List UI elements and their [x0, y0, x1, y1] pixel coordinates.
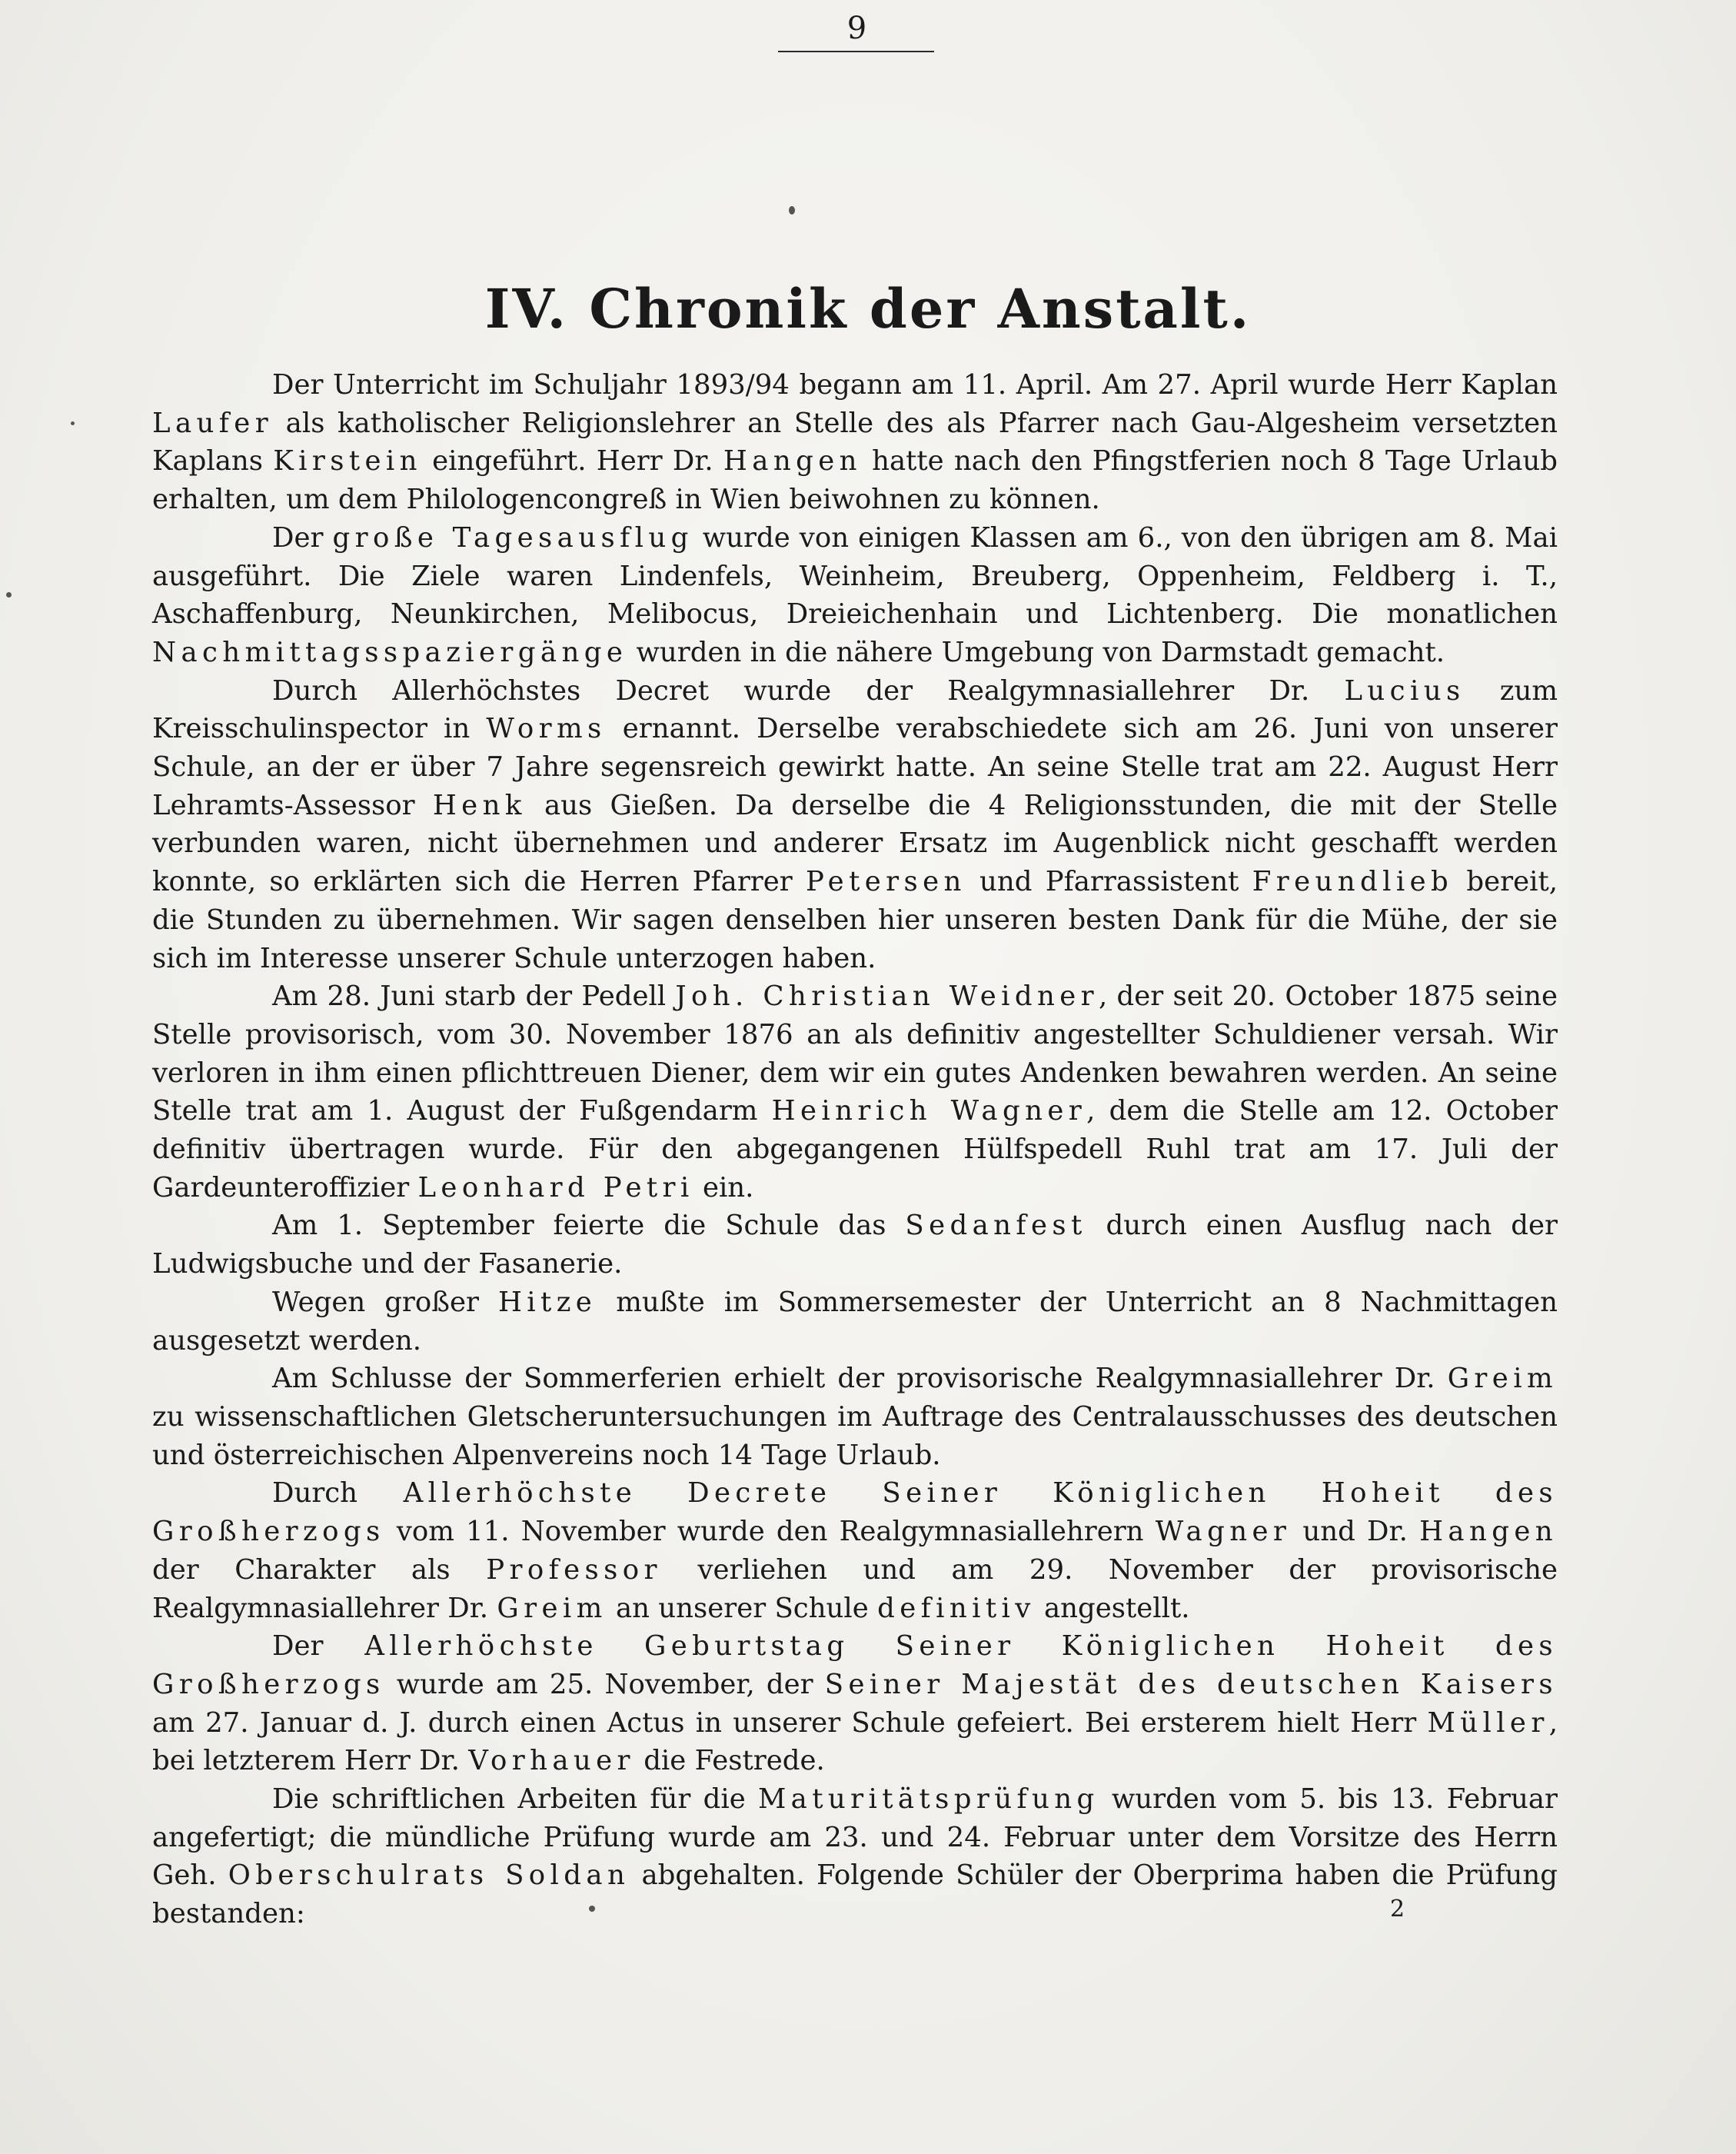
- text-run: und Dr.: [1291, 1516, 1420, 1548]
- spaced-emphasis: Seiner Majestät des deutschen Kaisers: [824, 1668, 1558, 1700]
- spaced-emphasis: Greim: [497, 1592, 607, 1624]
- spaced-emphasis: Laufer: [152, 407, 274, 439]
- text-run: , bei letzterem Herr Dr.: [152, 1706, 1558, 1777]
- spaced-emphasis: Vorhauer: [468, 1745, 635, 1777]
- text-run: als katholischer Religionslehrer an Stelle des als Pfarrer nach Gau-Algesheim versetzten Kaplans: [152, 407, 1558, 478]
- text-run: Der: [272, 521, 333, 554]
- scan-speck: [6, 592, 12, 598]
- text-run: bereit, die Stunden zu übernehmen. Wir sagen denselben hier unseren besten Dank für die Mühe, der sie sich im Interesse unserer Schule unterzogen haben.: [152, 866, 1558, 974]
- text-run: ein.: [693, 1171, 754, 1204]
- spaced-emphasis: Nachmittagsspaziergänge: [152, 636, 628, 668]
- spaced-emphasis: Petersen: [806, 866, 966, 898]
- chronicle-text: [152, 366, 1558, 1933]
- signature-mark: 2: [1390, 1896, 1405, 1923]
- spaced-emphasis: Allerhöchste Geburtstag Seiner Königlichen Hoheit des Großherzogs: [152, 1630, 1558, 1700]
- text-run: Am 1. September feierte die Schule das: [272, 1210, 906, 1242]
- text-run: zu wissenschaftlichen Gletscheruntersuchungen im Auftrage des Centralausschusses des deutschen und österreichischen Alpenvereins noch 14 Tage Urlaub.: [152, 1400, 1558, 1471]
- text-run: , dem die Stelle am 12. October definitiv übertragen wurde. Für den abgegangenen Hülfspedell Ruhl trat am 17. Juli der Gardeunteroffizier: [152, 1095, 1558, 1204]
- spaced-emphasis: Wagner: [1155, 1516, 1292, 1548]
- spaced-emphasis: Maturitätsprüfung: [757, 1783, 1099, 1816]
- text-run: Die schriftlichen Arbeiten für die: [272, 1783, 758, 1816]
- scan-speck: [789, 206, 795, 215]
- chronicle-paragraph: [152, 977, 1558, 1207]
- chronicle-paragraph: [152, 1207, 1558, 1283]
- spaced-emphasis: Müller: [1427, 1706, 1549, 1739]
- text-run: der Charakter als: [152, 1553, 487, 1586]
- spaced-emphasis: Lucius: [1344, 674, 1465, 707]
- spaced-emphasis: definitiv: [877, 1592, 1036, 1624]
- text-run: verliehen und am 29. November der provisorische Realgymnasiallehrer Dr.: [152, 1553, 1558, 1624]
- text-run: abgehalten. Folgende Schüler der Oberprima haben die Prüfung bestanden:: [152, 1859, 1558, 1930]
- text-run: Der Unterricht im Schuljahr 1893/94 begann am 11. April. Am 27. April wurde Herr Kaplan: [272, 369, 1558, 401]
- text-run: Der: [272, 1630, 365, 1663]
- chronicle-paragraph: [152, 672, 1558, 978]
- page-number: 9: [846, 11, 868, 46]
- text-run: wurden in die nähere Umgebung von Darmstadt gemacht.: [627, 636, 1445, 668]
- chronicle-paragraph: [152, 1780, 1558, 1933]
- text-run: Durch Allerhöchstes Decret wurde der Realgymnasiallehrer Dr.: [272, 674, 1345, 707]
- chronicle-paragraph: [152, 519, 1558, 672]
- spaced-emphasis: Joh. Christian Weidner: [675, 980, 1099, 1013]
- text-run: , der seit 20. October 1875 seine Stelle provisorisch, vom 30. November 1876 an als definitiv angestellter Schuldiener versah. Wir verloren in ihm einen pflichttreuen Diener, dem wir ein gutes Andenken bewahren werden. An seine Stelle trat am 1. August der Fußgendarm: [152, 980, 1558, 1127]
- text-run: Am Schlusse der Sommerferien erhielt der provisorische Realgymnasiallehrer Dr.: [272, 1363, 1448, 1395]
- spaced-emphasis: Leonhard Petri: [417, 1171, 694, 1204]
- spaced-emphasis: Worms: [486, 713, 607, 745]
- chronicle-paragraph: [152, 1360, 1558, 1474]
- spaced-emphasis: Hangen: [723, 445, 862, 478]
- text-run: Wegen großer: [272, 1286, 498, 1318]
- spaced-emphasis: große Tagesausflug: [332, 521, 693, 554]
- section-title: IV. Chronik der Anstalt.: [484, 277, 1252, 341]
- chronicle-paragraph: [152, 366, 1558, 519]
- text-run: wurde am 25. November, der: [384, 1668, 825, 1700]
- text-run: zum Kreisschulinspector in: [152, 674, 1558, 745]
- text-run: Am 28. Juni starb der Pedell: [272, 980, 676, 1013]
- spaced-emphasis: Sedanfest: [905, 1210, 1087, 1242]
- text-run: eingeführt. Herr Dr.: [421, 445, 723, 478]
- spaced-emphasis: Allerhöchste Decrete Seiner Königlichen Hoheit des Großherzogs: [152, 1477, 1558, 1548]
- chronicle-paragraph: [152, 1283, 1558, 1360]
- text-run: durch einen Ausflug nach der Ludwigsbuche und der Fasanerie.: [152, 1210, 1558, 1280]
- text-run: hatte nach den Pfingstferien noch 8 Tage Urlaub erhalten, um dem Philologencongreß in Wien beiwohnen zu können.: [152, 445, 1558, 516]
- text-run: und Pfarrassistent: [966, 866, 1252, 898]
- chronicle-paragraph: [152, 1474, 1558, 1627]
- spaced-emphasis: Kirstein: [273, 445, 422, 478]
- text-run: an unserer Schule: [607, 1592, 878, 1624]
- text-run: wurden vom 5. bis 13. Februar angefertigt; die mündliche Prüfung wurde am 23. und 24. Februar unter dem Vorsitze des Herrn Geh.: [152, 1783, 1558, 1892]
- scan-speck: [589, 1906, 595, 1912]
- text-run: aus Gießen. Da derselbe die 4 Religionsstunden, die mit der Stelle verbunden waren, nicht übernehmen und anderer Ersatz im Augenblick nicht geschafft werden konnte, so erklärten sich die Herren Pfarrer: [152, 789, 1558, 898]
- chronicle-paragraph: [152, 1627, 1558, 1780]
- text-run: angestellt.: [1035, 1592, 1190, 1624]
- spaced-emphasis: Heinrich Wagner: [771, 1095, 1087, 1127]
- spaced-emphasis: Professor: [486, 1553, 662, 1586]
- spaced-emphasis: Henk: [432, 789, 527, 821]
- text-run: am 27. Januar d. J. durch einen Actus in unserer Schule gefeiert. Bei ersterem hielt Herr: [152, 1706, 1428, 1739]
- text-run: wurde von einigen Klassen am 6., von den übrigen am 8. Mai ausgeführt. Die Ziele waren Lindenfels, Weinheim, Breuberg, Oppenheim, Feldberg i. T., Aschaffenburg, Neunkirchen, Melibocus, Dreieichenhain und Lichtenberg. Die monatlichen: [152, 521, 1558, 631]
- page-number-rule: [778, 51, 934, 52]
- text-run: Durch: [272, 1477, 404, 1510]
- spaced-emphasis: Oberschulrats Soldan: [228, 1859, 630, 1892]
- spaced-emphasis: Freundlieb: [1252, 866, 1454, 898]
- text-run: mußte im Sommersemester der Unterricht an 8 Nachmittagen ausgesetzt werden.: [152, 1286, 1558, 1357]
- text-run: die Festrede.: [634, 1745, 825, 1777]
- spaced-emphasis: Greim: [1447, 1363, 1558, 1395]
- text-run: vom 11. November wurde den Realgymnasiallehrern: [384, 1516, 1156, 1548]
- text-run: ernannt. Derselbe verabschiedete sich am 26. Juni von unserer Schule, an der er über 7 Jahre segensreich gewirkt hatte. An seine Stelle trat am 22. August Herr Lehramts-Assessor: [152, 713, 1558, 821]
- spaced-emphasis: Hitze: [497, 1286, 597, 1318]
- spaced-emphasis: Hangen: [1419, 1516, 1558, 1548]
- scan-speck: [71, 421, 75, 425]
